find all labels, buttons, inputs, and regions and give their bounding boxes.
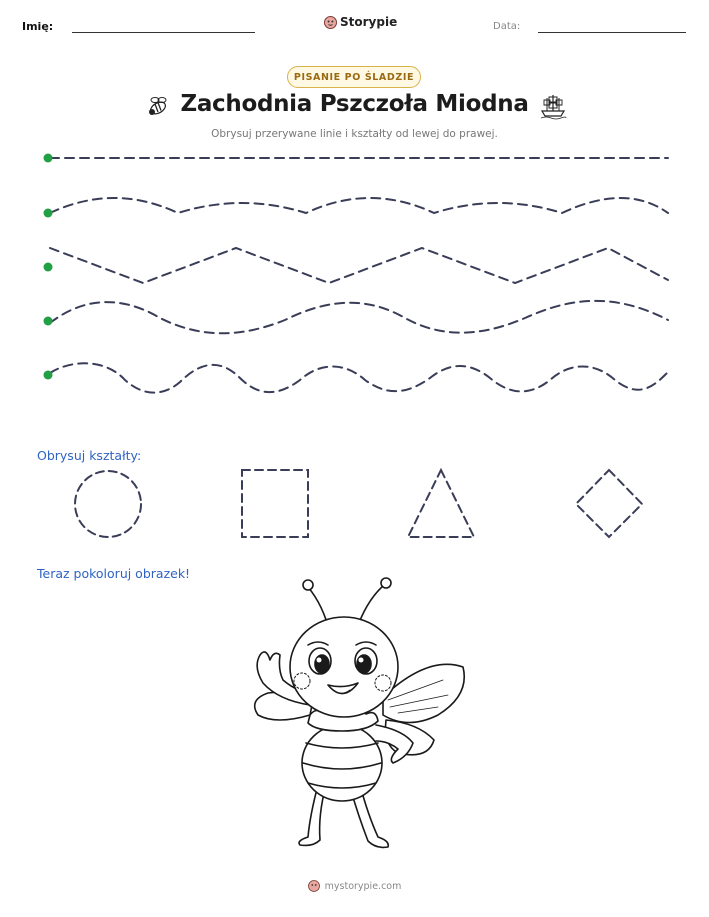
brand-logo (324, 15, 397, 29)
page-title: Zachodnia Pszczoła Miodna (180, 91, 529, 117)
trace-circle (75, 471, 141, 537)
date-field-line[interactable] (538, 32, 686, 33)
storypie-logo-icon (324, 16, 337, 29)
trace-square (242, 470, 308, 537)
trace-diamond (576, 470, 642, 537)
name-label: Imię: (22, 20, 54, 33)
start-dot-1 (44, 154, 53, 163)
name-field-line[interactable] (72, 32, 255, 33)
start-dot-5 (44, 371, 53, 380)
instructions: Obrysuj przerywane linie i kształty od lewej do prawej. (211, 128, 498, 140)
start-dot-4 (44, 317, 53, 326)
footer (0, 880, 709, 892)
trace-line-wave-2 (50, 301, 668, 333)
coloring-section-label: Teraz pokoloruj obrazek! (37, 566, 191, 581)
date-label: Data: (493, 21, 521, 32)
trace-line-zigzag (50, 248, 668, 283)
trace-line-wave-1 (50, 198, 668, 213)
storypie-footer-icon (308, 880, 320, 892)
ship-icon (539, 92, 567, 120)
start-dot-2 (44, 209, 53, 218)
bee-coloring-icon[interactable] (238, 575, 470, 857)
start-dot-3 (44, 263, 53, 272)
shapes-section-label: Obrysuj kształty: (37, 448, 142, 463)
trace-line-wave-3 (50, 363, 668, 392)
tracing-lines[interactable] (0, 140, 709, 400)
footer-url[interactable]: mystorypie.com (324, 880, 402, 892)
brand-name: Storypie (340, 15, 398, 29)
trace-triangle (408, 470, 474, 537)
activity-badge: PISANIE PO ŚLADZIE (287, 66, 421, 88)
tracing-shapes[interactable] (0, 465, 709, 545)
